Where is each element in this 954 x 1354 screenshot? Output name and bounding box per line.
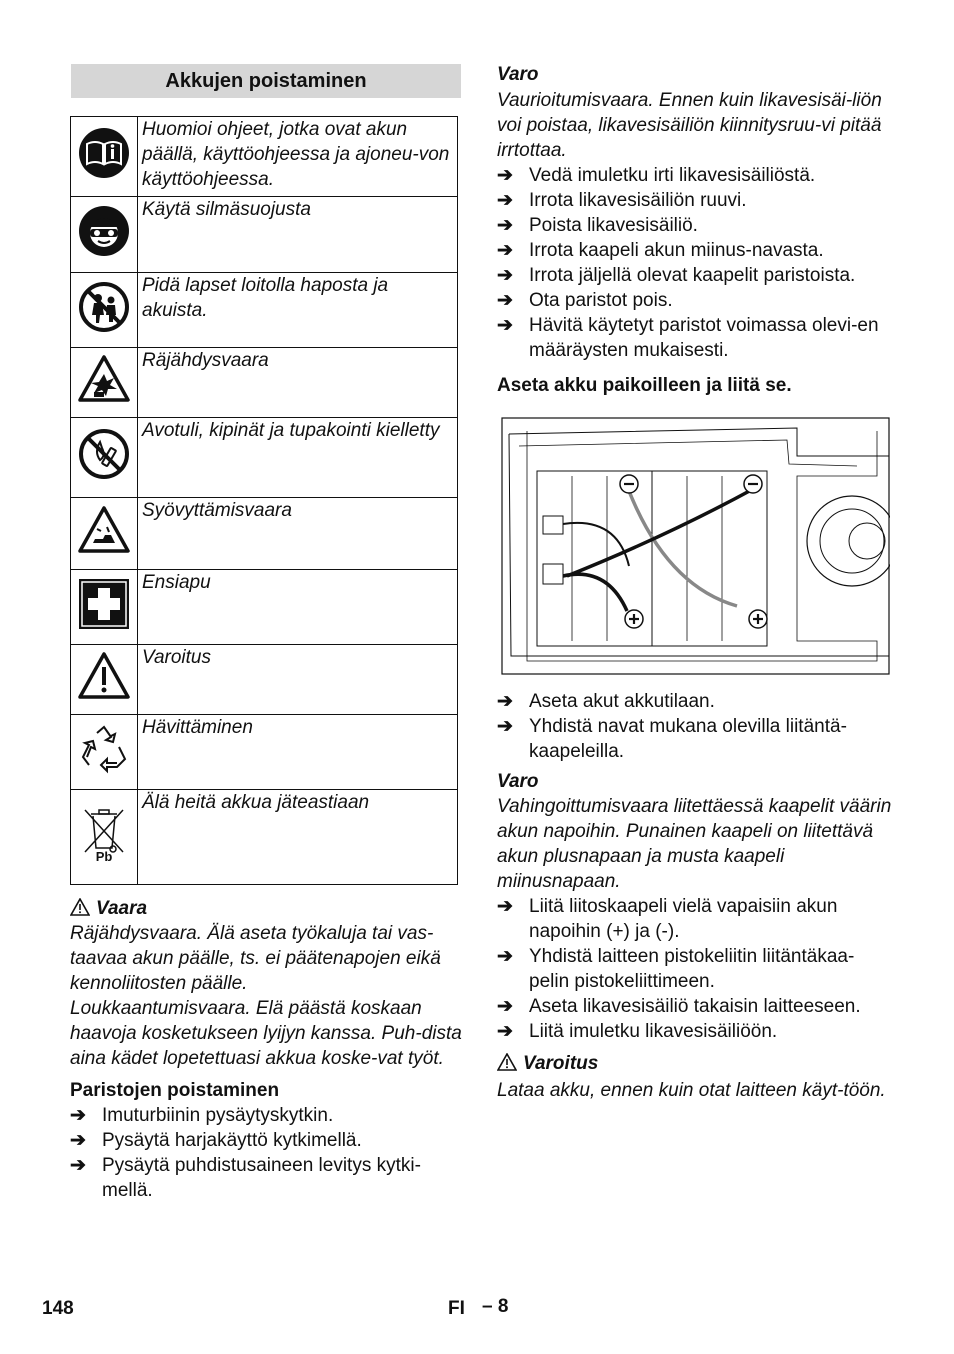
- list-item: [497, 944, 892, 994]
- symbol-text: Varoitus: [138, 645, 458, 715]
- symbol-text: Avotuli, kipinät ja tupakointi kielletty: [138, 418, 458, 498]
- list-item-text: Irrota kaapeli akun miinus-navasta.: [529, 240, 824, 261]
- symbol-table: [70, 116, 458, 885]
- danger-title: Vaara: [96, 898, 148, 919]
- list-item: [70, 1153, 462, 1203]
- danger-text: Loukkaantumisvaara. Elä päästä koskaan haavoja kosketukseen lyijyn kanssa. Puh-dista aina kädet lopetettuasi akkua koske-vat työt.: [70, 998, 462, 1069]
- list-item-text: Aseta likavesisäiliö takaisin laitteeseen.: [529, 996, 861, 1017]
- install-steps: [497, 689, 892, 764]
- table-row: [71, 715, 458, 790]
- connect-steps: [497, 894, 892, 1044]
- danger-text: Räjähdysvaara. Älä aseta työkaluja tai vas-taavaa akun päälle, ts. ei päätenapojen eikä kennoliitosten päälle.: [70, 923, 441, 994]
- install-heading: Aseta akku paikoilleen ja liitä se.: [497, 375, 792, 396]
- removal-steps: [497, 163, 892, 363]
- symbol-text: Huomioi ohjeet, jotka ovat akun päällä, käyttöohjeessa ja ajoneu-von käyttöohjeessa.: [138, 117, 458, 197]
- table-row: [71, 498, 458, 570]
- symbol-text: Syövyttämisvaara: [138, 498, 458, 570]
- right-column: [497, 62, 892, 1103]
- list-item-text: Hävitä käytetyt paristot voimassa olevi-en määräysten mukaisesti.: [529, 315, 879, 361]
- corrosive-hazard-icon: [71, 498, 138, 570]
- table-row: [71, 348, 458, 418]
- list-item: [497, 213, 892, 238]
- section-title: Akkujen poistaminen: [71, 64, 461, 98]
- manual-info-icon: [71, 117, 138, 197]
- eye-protection-icon: [71, 197, 138, 273]
- warning-text: Lataa akku, ennen kuin otat laitteen käyt-töön.: [497, 1080, 886, 1101]
- list-item: [497, 894, 892, 944]
- table-row: [71, 418, 458, 498]
- arrow-icon: ➔: [497, 691, 513, 712]
- battery-connection-figure: [497, 416, 890, 676]
- list-item: [497, 1019, 892, 1044]
- caution-text: Vaurioitumisvaara. Ennen kuin likavesisäi-liön voi poistaa, likavesisäiliön kiinnitysruu-vi pitää irrtottaa.: [497, 90, 882, 161]
- symbol-text: Ensiapu: [138, 570, 458, 645]
- list-item: [497, 714, 892, 764]
- arrow-icon: ➔: [497, 946, 513, 967]
- list-item-text: Yhdistä laitteen pistokeliitin liitäntäkaa-pelin pistokeliittimeen.: [529, 946, 855, 992]
- first-aid-icon: [71, 570, 138, 645]
- left-column: [70, 64, 462, 1203]
- list-item: [497, 263, 892, 288]
- section-page: – 8: [482, 1296, 509, 1317]
- danger-block: [70, 896, 462, 1071]
- list-item-text: Liitä imuletku likavesisäiliöön.: [529, 1021, 778, 1042]
- list-item-text: Yhdistä navat mukana olevilla liitäntä-kaapeleilla.: [529, 716, 847, 762]
- list-item-text: Irrota jäljellä olevat kaapelit paristoista.: [529, 265, 856, 286]
- no-trash-bin-icon: [71, 790, 138, 885]
- table-row: [71, 197, 458, 273]
- table-row: [71, 570, 458, 645]
- arrow-icon: ➔: [70, 1130, 86, 1151]
- arrow-icon: ➔: [497, 996, 513, 1017]
- arrow-icon: ➔: [497, 165, 513, 186]
- warning-triangle-icon: [497, 1053, 517, 1071]
- symbol-text: Käytä silmäsuojusta: [138, 197, 458, 273]
- explosion-hazard-icon: [71, 348, 138, 418]
- table-row: [71, 273, 458, 348]
- list-item: [497, 188, 892, 213]
- danger-heading: [70, 896, 462, 921]
- language-code: FI: [448, 1298, 465, 1319]
- list-item: [497, 288, 892, 313]
- arrow-icon: ➔: [497, 896, 513, 917]
- no-fire-smoking-icon: [71, 418, 138, 498]
- list-item-text: Imuturbiinin pysäytyskytkin.: [102, 1105, 334, 1126]
- table-row: [71, 790, 458, 885]
- caution-heading: Varo: [497, 64, 539, 85]
- arrow-icon: ➔: [70, 1105, 86, 1126]
- list-item-text: Pysäytä harjakäyttö kytkimellä.: [102, 1130, 362, 1151]
- warning-icon: [71, 645, 138, 715]
- list-item-text: Aseta akut akkutilaan.: [529, 691, 715, 712]
- arrow-icon: ➔: [497, 716, 513, 737]
- warning-heading: [497, 1051, 892, 1076]
- caution-text: Vahingoittumisvaara liitettäessä kaapelit väärin akun napoihin. Punainen kaapeli on liitettävä akun plusnapaan ja musta kaapeli miinusnapaan.: [497, 796, 892, 892]
- batteries-steps: [70, 1103, 462, 1203]
- list-item-text: Pysäytä puhdistusaineen levitys kytki-mellä.: [102, 1155, 421, 1201]
- caution-heading: Varo: [497, 771, 539, 792]
- list-item: [497, 238, 892, 263]
- warning-title: Varoitus: [523, 1053, 599, 1074]
- list-item-text: Vedä imuletku irti likavesisäiliöstä.: [529, 165, 816, 186]
- list-item-text: Irrota likavesisäiliön ruuvi.: [529, 190, 747, 211]
- page-number: 148: [42, 1298, 74, 1319]
- symbol-text: Räjähdysvaara: [138, 348, 458, 418]
- list-item: [70, 1103, 462, 1128]
- arrow-icon: ➔: [497, 315, 513, 336]
- list-item-text: Ota paristot pois.: [529, 290, 673, 311]
- arrow-icon: ➔: [497, 190, 513, 211]
- keep-children-away-icon: [71, 273, 138, 348]
- list-item: [497, 689, 892, 714]
- symbol-text: Pidä lapset loitolla haposta ja akuista.: [138, 273, 458, 348]
- warning-triangle-icon: [70, 898, 90, 916]
- table-row: [71, 117, 458, 197]
- arrow-icon: ➔: [70, 1155, 86, 1176]
- arrow-icon: ➔: [497, 240, 513, 261]
- arrow-icon: ➔: [497, 265, 513, 286]
- table-row: [71, 645, 458, 715]
- pb-label: Pb: [95, 848, 113, 862]
- list-item: [497, 313, 892, 363]
- symbol-text: Hävittäminen: [138, 715, 458, 790]
- arrow-icon: ➔: [497, 1021, 513, 1042]
- list-item: [70, 1128, 462, 1153]
- symbol-text: Älä heitä akkua jäteastiaan: [138, 790, 458, 885]
- list-item: [497, 163, 892, 188]
- arrow-icon: ➔: [497, 215, 513, 236]
- list-item: [497, 994, 892, 1019]
- batteries-heading: Paristojen poistaminen: [70, 1080, 280, 1101]
- recycling-icon: [71, 715, 138, 790]
- arrow-icon: ➔: [497, 290, 513, 311]
- list-item-text: Poista likavesisäiliö.: [529, 215, 698, 236]
- list-item-text: Liitä liitoskaapeli vielä vapaisiin akun napoihin (+) ja (-).: [529, 896, 838, 942]
